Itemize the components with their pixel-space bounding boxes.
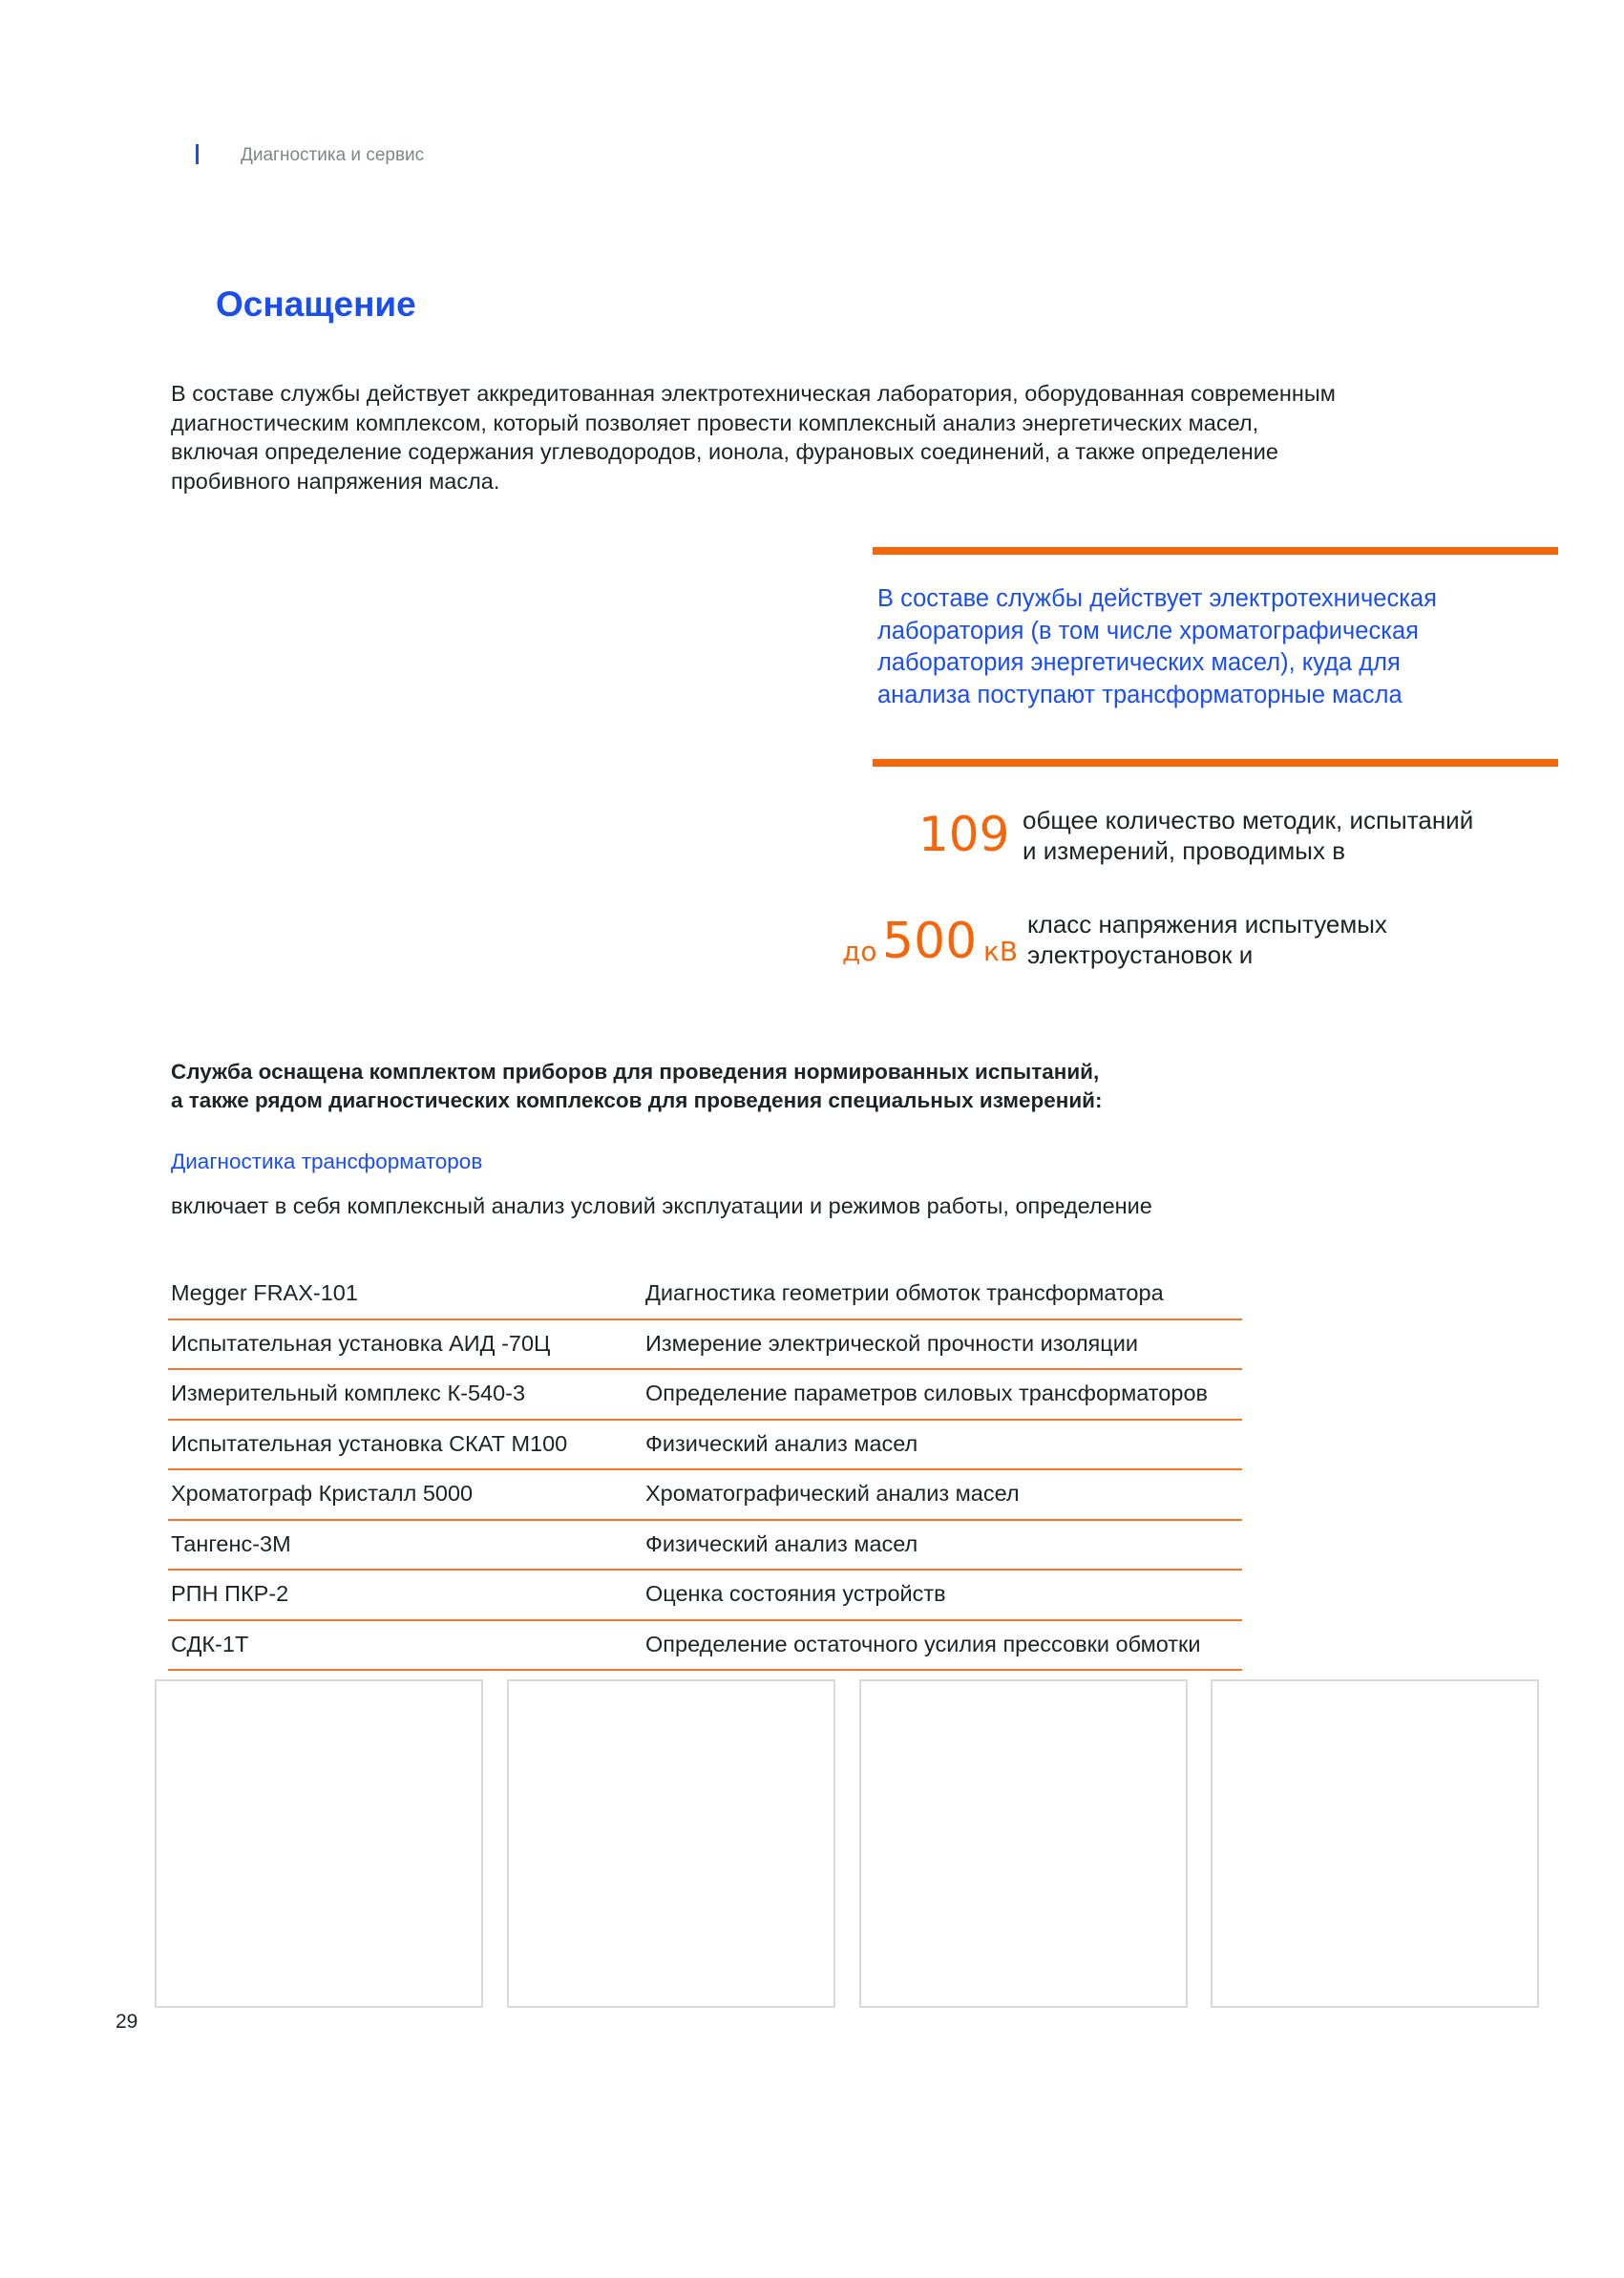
intro-paragraph (171, 379, 1527, 496)
intro-line: пробивного напряжения масла. (171, 468, 500, 494)
device-name: Хроматограф Кристалл 5000 (171, 1481, 474, 1506)
header-accent-bar (196, 144, 199, 164)
quote-top-bar (873, 547, 1558, 555)
equipment-table (168, 1270, 1242, 1671)
table-row (168, 1421, 1242, 1471)
table-row (168, 1320, 1242, 1371)
subsection-description: включает в себя комплексный анализ условий эксплуатации и режимов работы, определение (171, 1193, 1152, 1218)
stat-prefix-voltage: до (842, 936, 877, 967)
quote-bottom-bar (873, 759, 1558, 767)
stat-unit-voltage: кВ (983, 936, 1019, 967)
quote-line: лаборатория (в том числе хроматографическая (877, 617, 1419, 644)
page-title: Оснащение (216, 285, 416, 324)
stat-line: и измерений, проводимых в (1023, 836, 1345, 865)
device-name: СДК-1Т (171, 1631, 249, 1656)
table-row (168, 1370, 1242, 1421)
stat-description-voltage (1027, 909, 1387, 970)
stat-description-methods (1023, 805, 1473, 866)
table-row (168, 1621, 1242, 1672)
device-purpose: Физический анализ масел (645, 1430, 918, 1456)
photo-placeholder-1 (155, 1679, 483, 2008)
photo-placeholder-2 (507, 1679, 835, 2008)
quote-line: анализа поступают трансформаторные масла (877, 681, 1403, 708)
device-name: Тангенс-3М (171, 1530, 291, 1556)
photo-placeholder-3 (859, 1679, 1188, 2008)
device-purpose: Хроматографический анализ масел (645, 1481, 1020, 1506)
table-row (168, 1270, 1242, 1320)
device-name: РПН ПКР-2 (171, 1581, 289, 1606)
stat-value-methods: 109 (918, 807, 1010, 862)
intro-line: диагностическим комплексом, который позволяет провести комплексный анализ энергетических масел, (171, 410, 1259, 435)
device-purpose: Диагностика геометрии обмоток трансформатора (645, 1280, 1164, 1305)
section-header: Диагностика и сервис (241, 145, 425, 165)
quote-line: В составе службы действует электротехническая (877, 585, 1437, 612)
stat-line: электроустановок и (1027, 940, 1254, 969)
device-name: Испытательная установка СКАТ М100 (171, 1430, 568, 1456)
photo-placeholder-4 (1211, 1679, 1539, 2008)
subsection-title: Диагностика трансформаторов (171, 1150, 483, 1173)
equipment-intro-line: Служба оснащена комплектом приборов для проведения нормированных испытаний, (171, 1060, 1100, 1084)
stat-line: общее количество методик, испытаний (1023, 806, 1474, 834)
device-purpose: Измерение электрической прочности изоляции (645, 1330, 1138, 1356)
device-purpose: Физический анализ масел (645, 1530, 918, 1556)
table-row (168, 1521, 1242, 1571)
stat-value-voltage: 500 (882, 913, 978, 970)
pull-quote (877, 583, 1557, 711)
intro-line: В составе службы действует аккредитованная электротехническая лаборатория, оборудованная современным (171, 381, 1336, 406)
device-name: Megger FRAX-101 (171, 1280, 358, 1305)
table-row (168, 1571, 1242, 1621)
quote-line: лаборатория энергетических масел), куда для (877, 649, 1401, 676)
table-row (168, 1470, 1242, 1521)
device-purpose: Определение остаточного усилия прессовки обмотки (645, 1631, 1201, 1656)
device-purpose: Определение параметров силовых трансформаторов (645, 1381, 1208, 1405)
stat-line: класс напряжения испытуемых (1027, 910, 1387, 939)
device-name: Измерительный комплекс К-540-3 (171, 1381, 526, 1405)
page-number: 29 (116, 2011, 138, 2033)
equipment-intro (171, 1058, 1102, 1115)
device-name: Испытательная установка АИД -70Ц (171, 1330, 551, 1356)
device-purpose: Оценка состояния устройств (645, 1581, 946, 1606)
equipment-intro-line: а также рядом диагностических комплексов для проведения специальных измерений: (171, 1088, 1103, 1112)
intro-line: включая определение содержания углеводородов, ионола, фурановых соединений, а также определение (171, 439, 1278, 464)
